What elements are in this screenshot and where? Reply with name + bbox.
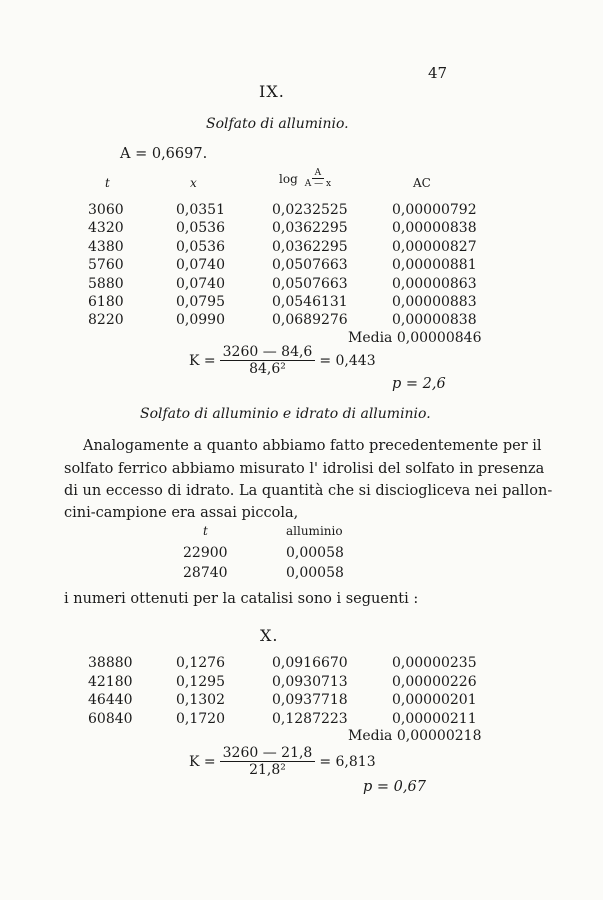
subtitle-aluminium-hydrate: Solfato di alluminio e idrato di alluminio. — [140, 406, 431, 422]
table-cell: 6180 — [88, 294, 124, 310]
table-cell: 0,1295 — [176, 673, 225, 690]
p-value-ix: p = 2,6 — [392, 376, 446, 392]
table-cell: 4380 — [88, 238, 124, 255]
k-label: K = — [189, 352, 216, 369]
table-cell: 0,00000211 — [392, 710, 477, 727]
paragraph-line: solfato ferrico abbiamo misurato l' idrolisi del solfato in presenza — [64, 461, 545, 477]
small-table-cell: 0,00058 — [286, 545, 344, 561]
table-cell: 0,0795 — [176, 294, 225, 310]
table-cell: 0,0362295 — [272, 220, 348, 237]
header-log-fraction — [302, 168, 334, 190]
k-result: = 6,813 — [319, 753, 376, 770]
table-cell: 0,0546131 — [272, 294, 348, 310]
table-cell: 0,0740 — [176, 257, 225, 274]
paragraph-line: Analogamente a quanto abbiamo fatto precedentemente per il — [83, 438, 542, 454]
table-cell: 5880 — [88, 275, 124, 292]
header-log — [279, 168, 334, 190]
table-cell: 0,0937718 — [272, 692, 348, 709]
section-ix-heading: IX. — [259, 82, 285, 101]
table-cell: 0,00000235 — [392, 655, 477, 671]
table-cell: 0,1276 — [176, 655, 225, 671]
table-cell: 38880 — [88, 655, 133, 671]
k-denominator: 21,8² — [249, 762, 286, 779]
table-cell: 0,0536 — [176, 220, 225, 237]
table-cell: 0,0232525 — [272, 202, 348, 218]
intro-line: i numeri ottenuti per la catalisi sono i seguenti : — [64, 591, 419, 607]
media-ix: Media 0,00000846 — [348, 330, 482, 346]
small-table-cell: 22900 — [183, 545, 228, 561]
table-cell: 0,00000827 — [392, 238, 477, 255]
table-cell: 0,0536 — [176, 238, 225, 255]
table-cell: 0,1302 — [176, 692, 225, 709]
header-log-denominator: A — x — [304, 179, 332, 190]
paragraph-line: cini-campione era assai piccola, — [64, 505, 299, 521]
table-cell: 0,0916670 — [272, 655, 348, 671]
table-cell: 0,00000883 — [392, 294, 477, 310]
small-table-cell: 28740 — [183, 565, 228, 581]
k-denominator: 84,6² — [249, 361, 286, 378]
paragraph-line: di un eccesso di idrato. La quantità che si disciogliceva nei pallon- — [64, 483, 553, 499]
table-cell: 42180 — [88, 673, 133, 690]
table-cell: 4320 — [88, 220, 124, 237]
constant-a: A = 0,6697. — [120, 146, 208, 162]
table-cell: 0,0351 — [176, 202, 225, 218]
header-log-label: log — [279, 171, 298, 186]
table-cell: 0,00000881 — [392, 257, 477, 274]
table-cell: 60840 — [88, 710, 133, 727]
header-x: x — [190, 176, 197, 190]
table-cell: 0,0507663 — [272, 275, 348, 292]
k-fraction — [220, 745, 316, 778]
table-cell: 3060 — [88, 202, 124, 218]
table-cell: 0,00000863 — [392, 275, 477, 292]
formula-k-ix — [189, 344, 376, 377]
table-cell: 0,00000838 — [392, 312, 477, 329]
table-cell: 0,0362295 — [272, 238, 348, 255]
formula-k-x — [189, 745, 376, 778]
table-cell: 0,1287223 — [272, 710, 348, 727]
k-label: K = — [189, 753, 216, 770]
table-cell: 0,0930713 — [272, 673, 348, 690]
k-numerator: 3260 — 84,6 — [220, 344, 316, 361]
small-table-header-t: t — [203, 524, 208, 538]
table-cell: 0,0689276 — [272, 312, 348, 329]
table-cell: 0,0990 — [176, 312, 225, 329]
k-result: = 0,443 — [319, 352, 376, 369]
k-fraction — [220, 344, 316, 377]
header-t: t — [105, 176, 110, 190]
table-cell: 0,00000838 — [392, 220, 477, 237]
table-cell: 5760 — [88, 257, 124, 274]
page-number: 47 — [428, 64, 448, 82]
small-table-header-aluminium: alluminio — [286, 524, 343, 538]
table-cell: 8220 — [88, 312, 124, 329]
table-cell: 0,00000201 — [392, 692, 477, 709]
section-ix-title: Solfato di alluminio. — [206, 116, 349, 132]
k-numerator: 3260 — 21,8 — [220, 745, 316, 762]
p-value-x: p = 0,67 — [363, 779, 426, 795]
header-ac: AC — [413, 176, 431, 190]
table-cell: 46440 — [88, 692, 133, 709]
small-table-cell: 0,00058 — [286, 565, 344, 581]
media-x: Media 0,00000218 — [348, 728, 482, 744]
table-cell: 0,00000226 — [392, 673, 477, 690]
table-cell: 0,00000792 — [392, 202, 477, 218]
header-log-numerator: A — [312, 168, 325, 179]
table-cell: 0,0507663 — [272, 257, 348, 274]
table-cell: 0,1720 — [176, 710, 225, 727]
section-x-heading: X. — [260, 626, 279, 645]
table-cell: 0,0740 — [176, 275, 225, 292]
